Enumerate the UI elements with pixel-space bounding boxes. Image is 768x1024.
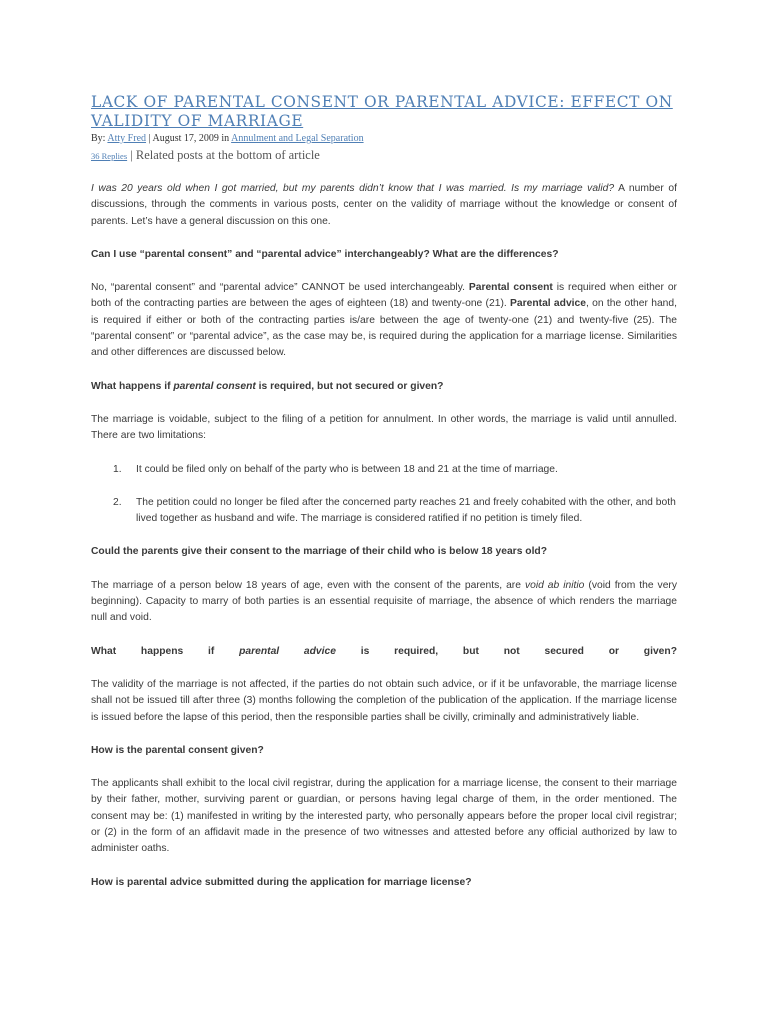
answer-paragraph: The applicants shall exhibit to the local civil registrar, during the application for a marriage license, the consent to their marriage by their father, mother, surviving parent or guardian, or persons having legal charge of them, in the order mentioned. The consent may be: (1) manifested in writing by the interested party, who personally appears before the proper local civil registrar; or (2) in the form of an affidavit made in the presence of two witnesses and attested before any official authorized by law to administer oaths. — [91, 778, 677, 855]
list-text: The petition could no longer be filed after the concerned party reaches 21 and freely cohabited with the other, and both lived together as husband and wife. The marriage is considered ratified if no petition is timely filed. — [136, 496, 676, 525]
answer-paragraph: The marriage is voidable, subject to the filing of a petition for annulment. In other words, the marriage is valid until annulled. There are two limitations: — [91, 413, 677, 442]
intro-paragraph — [91, 181, 677, 230]
byline-in: in — [218, 133, 232, 144]
question-heading: Can I use “parental consent” and “parental advice” interchangeably? What are the differences? — [91, 248, 559, 260]
limitations-list — [91, 462, 677, 528]
answer-paragraph — [91, 578, 677, 627]
term-parental-consent: Parental consent — [468, 282, 553, 294]
question-text: What happens if — [91, 645, 240, 657]
question-heading: Could the parents give their consent to the marriage of their child who is below 18 years old? — [91, 546, 548, 558]
replies-line — [91, 148, 691, 163]
list-text: It could be filed only on behalf of the party who is between 18 and 21 at the time of marriage. — [136, 463, 558, 475]
byline-separator: | — [146, 133, 153, 144]
answer-text: , on the other hand, is required if either or both of the contracting parties is/are between the age of twenty-one (21) and twenty-five (25). The “parental consent” or “parental advice”, as the case may be, is required during the application for a marriage license. Similarities and other differences are discussed below. — [91, 298, 677, 359]
answer-text: The marriage of a person below 18 years of age, even with the consent of the parents, are — [91, 579, 525, 591]
post-date: August 17, 2009 — [152, 133, 219, 144]
category-link[interactable]: Annulment and Legal Separation — [231, 133, 364, 144]
intro-question: I was 20 years old when I got married, but my parents didn’t know that I was married. Is my marriage valid? — [91, 183, 615, 194]
answer-text: is required when either or both of the contracting parties are between the ages of eighteen (18) and twenty-one (21). — [91, 282, 677, 310]
question-text: is required, but not secured or given? — [255, 380, 444, 392]
question-heading: How is the parental consent given? — [91, 744, 264, 756]
article-body — [91, 181, 677, 891]
question-emphasis: parental consent — [173, 380, 256, 392]
answer-paragraph — [91, 280, 677, 361]
term-parental-advice: Parental advice — [510, 298, 586, 310]
byline-by: By: — [91, 133, 106, 144]
answer-text: (void from the very beginning). Capacity to marry of both parties is an essential requisite of marriage, the absence of which renders the marriage null and void. — [91, 579, 678, 624]
answer-text: No, “parental consent” and “parental advice” CANNOT be used interchangeably. — [91, 282, 469, 294]
author-link[interactable]: Atty Fred — [107, 133, 147, 144]
byline — [91, 133, 691, 144]
question-heading — [91, 644, 677, 660]
replies-link[interactable]: 36 Replies — [91, 151, 128, 161]
question-heading — [91, 379, 677, 395]
related-posts-note: | Related posts at the bottom of article — [127, 148, 320, 162]
list-item — [91, 462, 677, 478]
question-text: is required, but not secured or given? — [335, 645, 677, 657]
list-number: 2. — [113, 496, 122, 508]
intro-text: A number of discussions, through the comments in various posts, center on the validity of marriage without the knowledge or consent of parents. Let’s have a general discussion on this one. — [91, 183, 677, 227]
list-number: 1. — [113, 463, 122, 475]
article-title[interactable]: LACK OF PARENTAL CONSENT OR PARENTAL ADVICE: EFFECT ON VALIDITY OF MARRIAGE — [91, 93, 673, 130]
list-item — [91, 495, 677, 528]
latin-term: void ab initio — [524, 579, 585, 591]
question-text: What happens if — [91, 380, 174, 392]
question-heading: How is parental advice submitted during the application for marriage license? — [91, 876, 472, 888]
question-emphasis: parental advice — [239, 645, 336, 657]
answer-paragraph: The validity of the marriage is not affected, if the parties do not obtain such advice, or if it be unfavorable, the marriage license shall not be issued till after three (3) months following the completion of the publication of the application. If the marriage license is issued before the lapse of this period, then the responsible parties shall be civilly, criminally and administratively liable. — [91, 678, 677, 723]
